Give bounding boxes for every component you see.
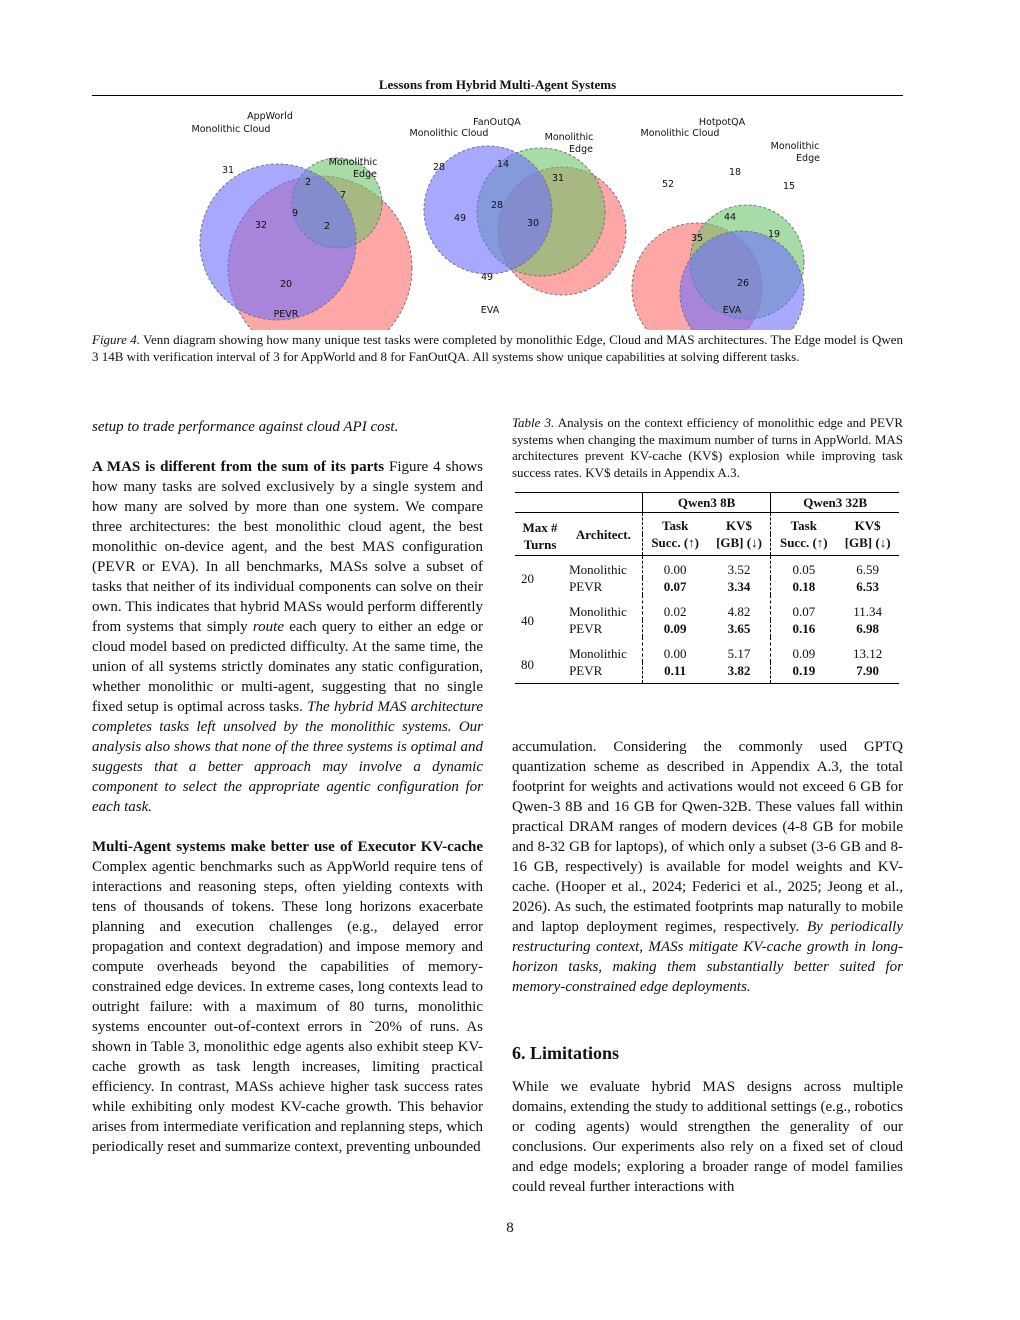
running-header: Lessons from Hybrid Multi-Agent Systems (378, 77, 617, 92)
column-header: Max # Turns (522, 520, 558, 552)
edge-label: Edge (353, 169, 377, 180)
column-header: [GB] (↓) (844, 535, 891, 550)
limitations-paragraph: While we evaluate hybrid MAS designs across multiple domains, extending the study to additional settings (e.g., robotics or coding agents) would strengthen the generality of our conclusions. Our experiments also rely on a fixed set of cloud and edge models; exploring a broader range of model families could reveal further interactions with (512, 1079, 903, 1195)
section-title: 6. Limitations (512, 1043, 620, 1063)
table-row: 40 Monolithic 0.02 4.82 0.07 11.34 (515, 595, 899, 620)
count-all-three: 28 (490, 200, 504, 211)
column-header: [GB] (↓) (716, 535, 762, 550)
table-label: Table 3. (512, 415, 555, 430)
paragraph-continuation: setup to trade performance against cloud API cost. (92, 419, 399, 435)
right-column-paragraph (512, 737, 903, 997)
count-edge-mas: 30 (526, 218, 540, 229)
count-edge-only: 7 (339, 190, 347, 201)
cloud-label: Monolithic Cloud (409, 128, 489, 139)
count-cloud-edge: 14 (496, 159, 510, 170)
cloud-label: Monolithic Cloud (191, 124, 271, 135)
table-row: 80 Monolithic 0.00 5.17 0.09 13.12 (515, 637, 899, 662)
figure-label: Figure 4. (92, 332, 140, 347)
mas-label: PEVR (273, 309, 299, 320)
mas-label: EVA (480, 305, 500, 316)
page-number: 8 (506, 1220, 514, 1236)
table-row: 20 Monolithic 0.00 3.52 0.05 6.59 (515, 556, 899, 579)
table-caption (512, 415, 903, 481)
figure-caption-text: Venn diagram showing how many unique test tasks were completed by monolithic Edge, Cloud and MAS architectures. The Edge model is Qwen 3 14B with verification interval of 3 for AppWorld and 8 for FanOutQA. All systems show unique capabilities at solving different tasks. (92, 332, 904, 364)
count-cloud-edge: 18 (728, 167, 742, 178)
edge-label: Edge (569, 144, 593, 155)
table-row: PEVR 0.09 3.65 0.16 6.98 (569, 621, 879, 636)
count-edge-mas: 2 (323, 221, 331, 232)
group-header: Qwen3 8B (642, 493, 771, 513)
count-cloud-mas: 49 (453, 213, 467, 224)
count-edge-mas: 19 (767, 229, 781, 240)
column-header: Succ. (↑) (771, 534, 836, 556)
header-rule (92, 95, 903, 96)
column-header: Succ. (↑) (642, 534, 707, 556)
venn-panel-hotpotqa (632, 205, 804, 330)
edge-label: Monolithic (544, 132, 594, 143)
venn-title: HotpotQA (698, 117, 746, 128)
paragraph-heading: A MAS is different from the sum of its parts (92, 459, 385, 475)
column-header: Task (642, 513, 707, 535)
count-cloud-mas: 32 (254, 220, 268, 231)
edge-label: Edge (796, 153, 820, 164)
left-column (92, 417, 483, 1157)
count-cloud-only: 28 (432, 162, 446, 173)
paragraph-mas-different: A MAS is different from the sum of its parts Figure 4 shows how many tasks are solved exclusively by a single system and how many are solved by more than one system. We compare three architectures: the best monolithic cloud agent, the best monolithic on-device agent, and the best MAS configuration (PEVR or EVA). In all benchmarks, MASs solve a subset of tasks that neither of its individual components can solve on their own. This indicates that hybrid MASs would perform differently from systems that simply route each query to either an edge or cloud model based on predicted difficulty. At the same time, the union of all systems strictly dominates any static configuration, whether monolithic or multi-agent, suggesting that no single fixed setup is optimal across tasks. The hybrid MAS architecture completes tasks left unsolved by the monolithic systems. Our analysis also shows that none of the three systems is optimal and suggests that a better approach may involve a dynamic component to select the appropriate agentic configuration for each task. (92, 459, 483, 815)
mas-circle (200, 164, 356, 320)
figure-caption (92, 331, 903, 365)
edge-label: Monolithic (770, 141, 820, 152)
count-cloud-edge: 2 (304, 177, 312, 188)
count-cloud-mas: 35 (690, 233, 704, 244)
edge-label: Monolithic (328, 157, 378, 168)
count-mas-only: 26 (736, 278, 750, 289)
paragraph-heading: Multi-Agent systems make better use of Executor KV-cache (92, 839, 483, 855)
cloud-label: Monolithic Cloud (640, 128, 720, 139)
column-header: Task (771, 513, 836, 535)
group-header: Qwen3 32B (771, 493, 899, 513)
venn-title: AppWorld (247, 111, 293, 122)
count-edge-only: 15 (782, 181, 796, 192)
column-header: KV$ (725, 518, 752, 533)
count-edge-only: 31 (551, 173, 565, 184)
count-cloud-only: 31 (221, 165, 235, 176)
venn-figure (92, 100, 903, 330)
count-mas-only: 20 (279, 279, 293, 290)
column-header: Architect. (575, 526, 631, 542)
paragraph-kv-cache: Multi-Agent systems make better use of Executor KV-cache Complex agentic benchmarks such as AppWorld require tens of interactions and reasoning steps, often yielding contexts with tens of thousands of tokens. These long horizons exacerbate planning and execution challenges (e.g., delayed error propagation and context degradation) and impose memory and compute overheads beyond the capabilities of memory-constrained edge devices. In extreme cases, long contexts lead to outright failure: with a maximum of 80 turns, monolithic systems encounter out-of-context errors in ˜20% of runs. As shown in Table 3, monolithic edge agents also exhibit steep KV-cache growth as task length increases, limiting practical efficiency. In contrast, MASs achieve higher task success rates while exhibiting only modest KV-cache growth. This behavior arises from intermediate verification and replanning steps, which periodically reset and summarize context, preventing unbounded (92, 839, 483, 1155)
count-cloud-only: 52 (661, 179, 675, 190)
paragraph-footprint: accumulation. Considering the commonly used GPTQ quantization scheme as described in Appendix A.3, the total footprint for weights and activations would not exceed 6 GB for Qwen-3 8B and 16 GB for Qwen-32B. These values fall within practical DRAM ranges of modern devices (4-8 GB for mobile and 8-32 GB for laptops), of which only a subset (3-6 GB and 8-16 GB, respectively) is available for model weights and KV-cache. (Hooper et al., 2024; Federici et al., 2025; Jeong et al., 2026). As such, the estimated footprints map naturally to mobile and laptop deployment regimes, respectively. By periodically restructuring context, MASs mitigate KV-cache growth in long-horizon tasks, making them substantially better suited for memory-constrained edge deployments. (512, 739, 903, 995)
count-all-three: 9 (291, 208, 299, 219)
table-row: PEVR 0.11 3.82 0.19 7.90 (515, 662, 899, 684)
column-header: KV$ (854, 518, 881, 533)
count-all-three: 44 (723, 212, 737, 223)
count-mas-only: 49 (480, 272, 494, 283)
table-caption-text: Analysis on the context efficiency of monolithic edge and PEVR systems when changing the maximum number of turns in AppWorld. MAS architectures prevent KV-cache (KV$) explosion while improving task success rates. KV$ details in Appendix A.3. (512, 415, 904, 480)
results-table (515, 492, 899, 684)
venn-title: FanOutQA (473, 117, 521, 128)
table-row: PEVR 0.07 3.34 0.18 6.53 (569, 579, 879, 594)
mas-label: EVA (722, 305, 742, 316)
